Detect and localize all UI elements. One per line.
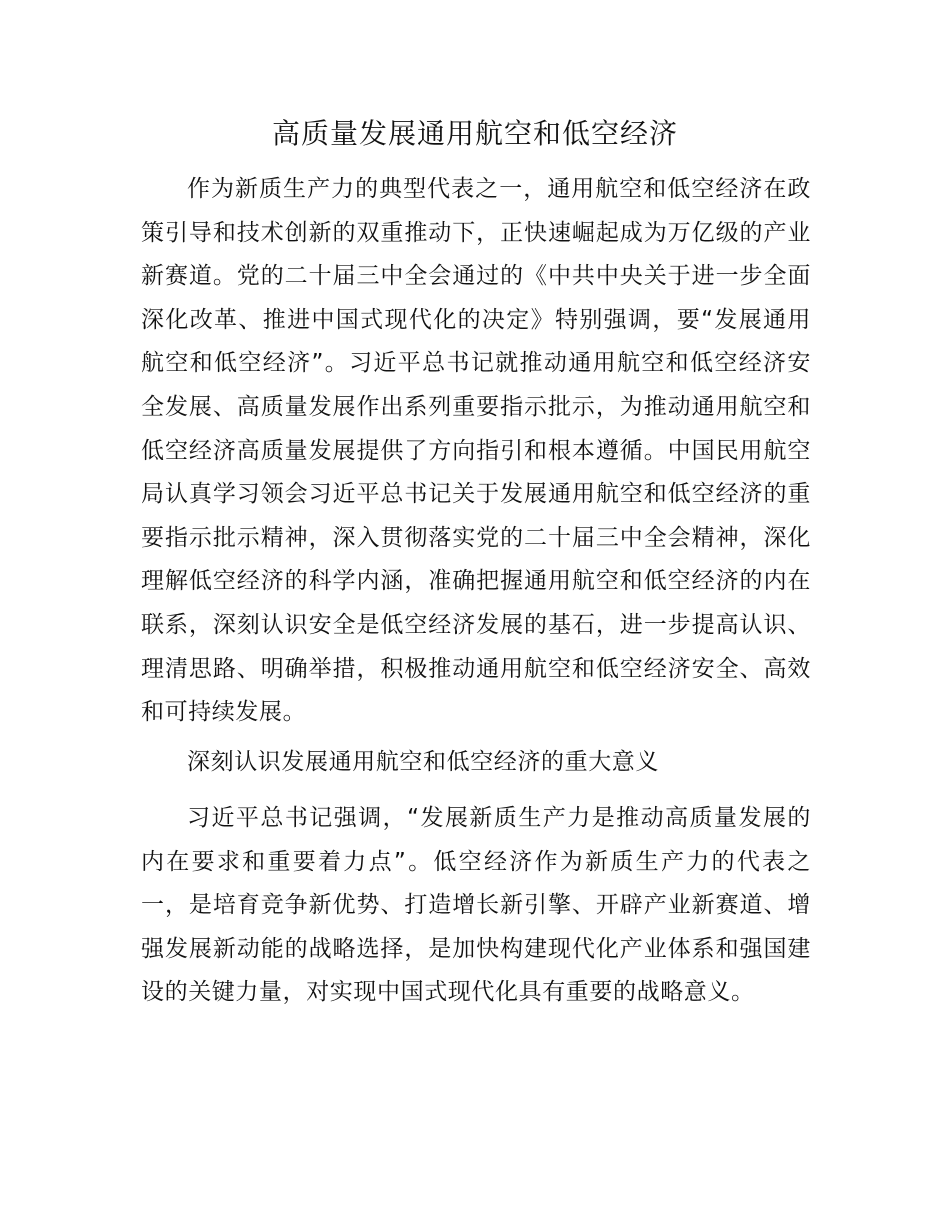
paragraph-significance: 习近平总书记强调，“发展新质生产力是推动高质量发展的内在要求和重要着力点”。低空经济作为新质生产力的代表之一，是培育竞争新优势、打造增长新引擎、开辟产业新赛道、增强发展新动能的战略选择，是加快构建现代化产业体系和强国建设的关键力量，对实现中国式现代化具有重要的战略意义。 (141, 805, 811, 1006)
paragraph-intro: 作为新质生产力的典型代表之一，通用航空和低空经济在政策引导和技术创新的双重推动下，正快速崛起成为万亿级的产业新赛道。党的二十届三中全会通过的《中共中央关于进一步全面深化改革、推进中国式现代化的决定》特别强调，要“发展通用航空和低空经济”。习近平总书记就推动通用航空和低空经济安全发展、高质量发展作出系列重要指示批示，为推动通用航空和低空经济高质量发展提供了方向指引和根本遵循。中国民用航空局认真学习领会习近平总书记关于发展通用航空和低空经济的重要指示批示精神，深入贯彻落实党的二十届三中全会精神，深化理解低空经济的科学内涵，准确把握通用航空和低空经济的内在联系，深刻认识安全是低空经济发展的基石，进一步提高认识、理清思路、明确举措，积极推动通用航空和低空经济安全、高效和可持续发展。 (141, 176, 811, 726)
section-heading: 深刻认识发展通用航空和低空经济的重大意义 (187, 749, 659, 775)
document-title: 高质量发展通用航空和低空经济 (271, 117, 678, 150)
